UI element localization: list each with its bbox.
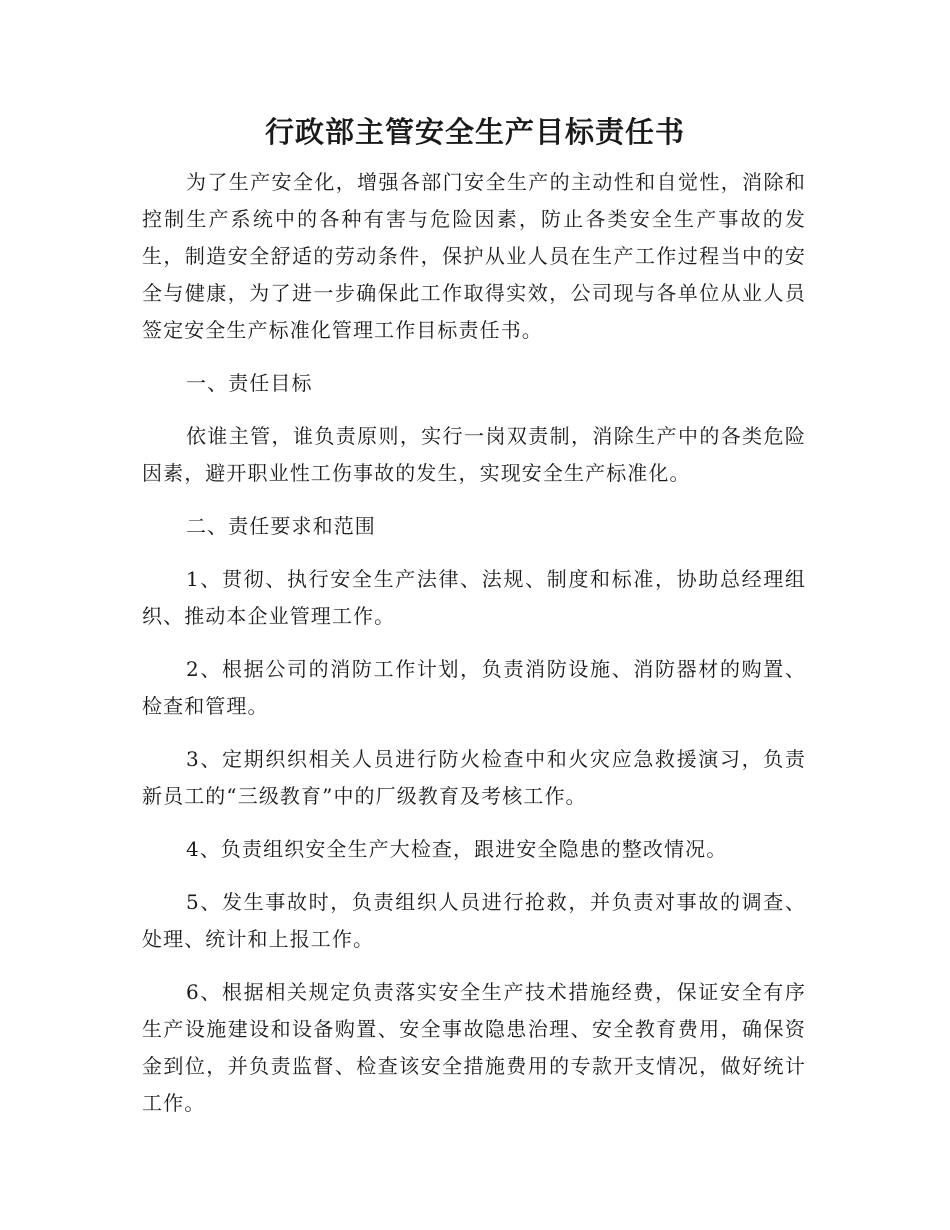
section-heading-goals: 一、责任目标	[186, 371, 313, 395]
section-heading-requirements: 二、责任要求和范围	[186, 514, 376, 538]
requirement-item: 4、负责组织安全生产大检查，跟进安全隐患的整改情况。	[186, 837, 728, 861]
requirement-item: 3、定期织织相关人员进行防火检查中和火灾应急救援演习，负责新员工的“三级教育”中的厂级教育及考核工作。	[142, 747, 806, 808]
requirement-item: 1、贯彻、执行安全生产法律、法规、制度和标准，协助总经理组织、推动本企业管理工作。	[142, 567, 806, 628]
requirement-item: 2、根据公司的消防工作计划，负责消防设施、消防器材的购置、检查和管理。	[142, 657, 806, 718]
requirement-item: 5、发生事故时，负责组织人员进行抢救，并负责对事故的调查、处理、统计和上报工作。	[142, 890, 806, 951]
document-body	[142, 164, 806, 1138]
goals-paragraph: 依谁主管，谁负责原则，实行一岗双责制，消除生产中的各类危险因素，避开职业性工伤事故的发生，实现安全生产标准化。	[142, 424, 806, 485]
requirement-item: 6、根据相关规定负责落实安全生产技术措施经费，保证安全有序生产设施建设和设备购置、安全事故隐患治理、安全教育费用，确保资金到位，并负责监督、检查该安全措施费用的专款开支情况，做好统计工作。	[142, 980, 806, 1115]
document-title: 行政部主管安全生产目标责任书	[264, 115, 685, 149]
intro-paragraph: 为了生产安全化，增强各部门安全生产的主动性和自觉性，消除和控制生产系统中的各种有害与危险因素，防止各类安全生产事故的发生，制造安全舒适的劳动条件，保护从业人员在生产工作过程当中的安全与健康，为了进一步确保此工作取得实效，公司现与各单位从业人员签定安全生产标准化管理工作目标责任书。	[142, 170, 806, 342]
